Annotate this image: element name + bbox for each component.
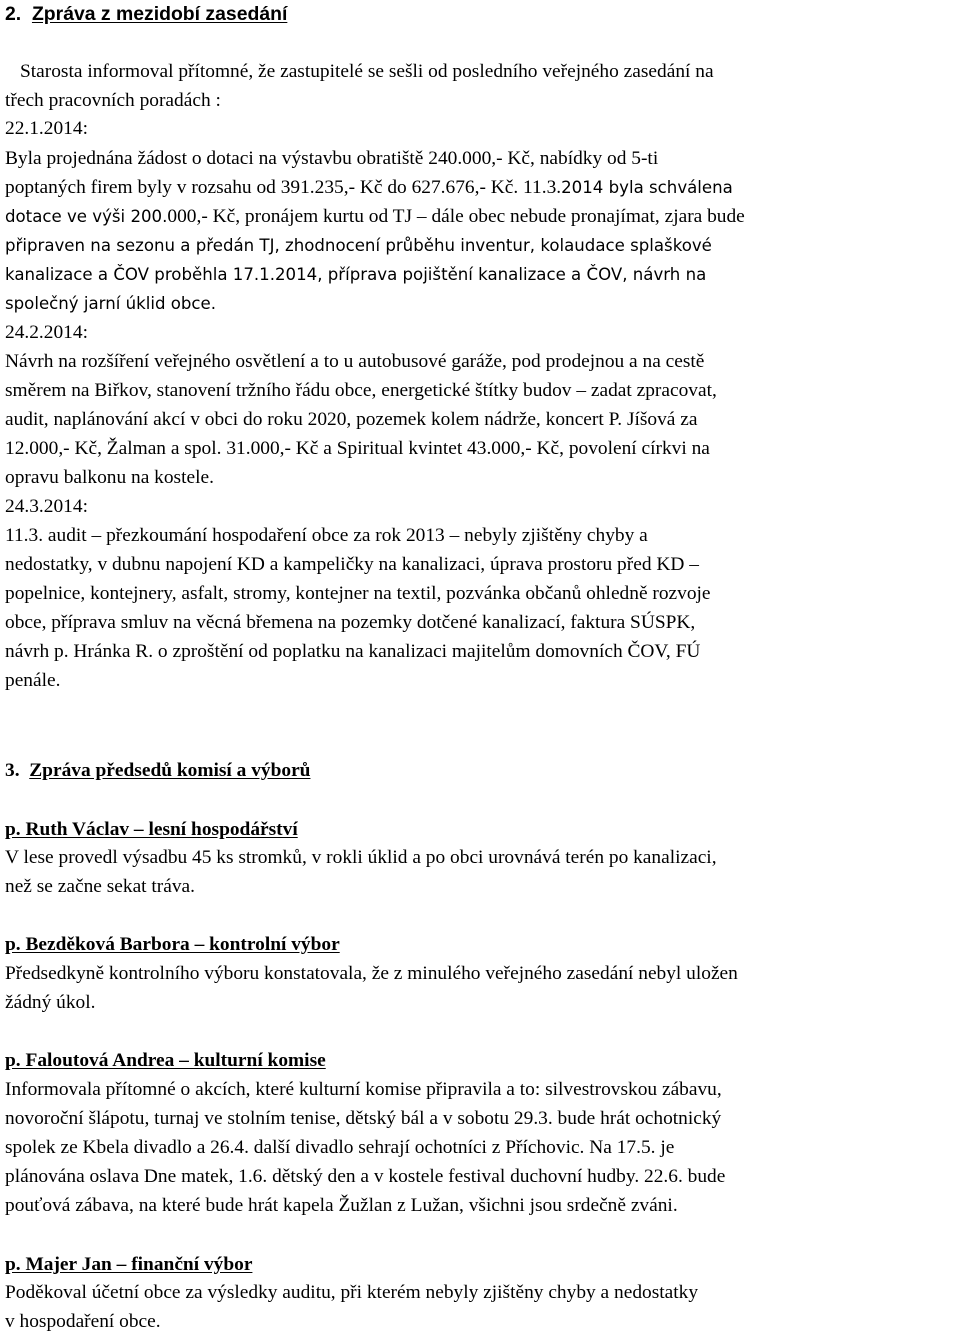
paragraph-3-line-5: návrh p. Hránka R. o zproštění od poplatku na kanalizaci majitelům domovních ČOV, FÚ (5, 641, 701, 662)
paragraph-1-line-2-serif: poptaných firem byly v rozsahu od 391.235,- Kč do 627.676,- Kč. 11.3. (5, 177, 562, 198)
intro-line-1: Starosta informoval přítomné, že zastupitelé se sešli od posledního veřejného zasedání na (20, 61, 714, 82)
ruth-line-2: než se začne sekat tráva. (5, 876, 196, 897)
paragraph-1-line-2-sans: 2014 byla schválena (561, 178, 733, 197)
section-2-heading (5, 0, 287, 29)
faloutova-line-4: plánována oslava Dne matek, 1.6. dětský den a v kostele festival duchovní hudby. 22.6. bude (5, 1166, 726, 1187)
majer-line-2: v hospodaření obce. (5, 1311, 161, 1332)
paragraph-1-line-5: kanalizace a ČOV proběhla 17.1.2014, příprava pojištění kanalizace a ČOV, návrh na (5, 265, 707, 284)
date-24-3-2014: 24.3.2014: (5, 496, 88, 517)
section-3-heading (5, 756, 310, 785)
section-3-number: 3. (5, 760, 20, 781)
paragraph-1-line-6: společný jarní úklid obce. (5, 294, 217, 313)
bezdekova-line-1: Předsedkyně kontrolního výboru konstatovala, že z minulého veřejného zasedání nebyl uložen (5, 963, 738, 984)
paragraph-1-line-1: Byla projednána žádost o dotaci na výstavbu obratiště 240.000,- Kč, nabídky od 5-ti (5, 148, 659, 169)
paragraph-1-line-3 (5, 202, 745, 231)
section-2-number: 2. (5, 3, 22, 25)
faloutova-line-2: novoroční šlápotu, turnaj ve stolním tenise, dětský bál a v sobotu 29.3. bude hrát ochotnický (5, 1108, 722, 1129)
paragraph-3-line-4: obce, příprava smluv na věcná břemena na pozemky dotčené kanalizací, faktura SÚSPK, (5, 612, 696, 633)
ruth-line-1: V lese provedl výsadbu 45 ks stromků, v rokli úklid a po obci urovnává terén po kanalizaci, (5, 847, 717, 868)
faloutova-heading: p. Faloutová Andrea – kulturní komise (5, 1050, 326, 1071)
majer-line-1: Poděkoval účetní obce za výsledky auditu, při kterém nebyly zjištěny chyby a nedostatky (5, 1282, 699, 1303)
faloutova-line-5: pouťová zábava, na které bude hrát kapela Žužlan z Lužan, všichni jsou srdečně zváni. (5, 1195, 678, 1216)
bezdekova-line-2: žádný úkol. (5, 992, 96, 1013)
paragraph-3-line-1: 11.3. audit – přezkoumání hospodaření obce za rok 2013 – nebyly zjištěny chyby a (5, 525, 648, 546)
paragraph-2-line-1: Návrh na rozšíření veřejného osvětlení a to u autobusové garáže, pod prodejnou a na cestě (5, 351, 705, 372)
date-24-2-2014: 24.2.2014: (5, 322, 88, 343)
paragraph-1-line-2 (5, 173, 733, 202)
paragraph-1-line-3-sans: dotace ve výši 200. (5, 207, 168, 226)
intro-line-2: třech pracovních poradách : (5, 90, 221, 111)
paragraph-3-line-3: popelnice, kontejnery, asfalt, stromy, kontejner na textil, pozvánka občanů ohledně rozvoje (5, 583, 711, 604)
paragraph-1-line-3-serif: 000,- Kč, pronájem kurtu od TJ – dále obec nebude pronajímat, zjara bude (167, 206, 745, 227)
majer-heading: p. Majer Jan – finanční výbor (5, 1254, 253, 1275)
section-2-title: Zpráva z mezidobí zasedání (31, 3, 288, 25)
paragraph-2-line-2: směrem na Biřkov, stanovení tržního řádu obce, energetické štítky budov – zadat zpracovat, (5, 380, 717, 401)
paragraph-2-line-4: 12.000,- Kč, Žalman a spol. 31.000,- Kč a Spiritual kvintet 43.000,- Kč, povolení církvi na (5, 438, 710, 459)
bezdekova-heading: p. Bezděková Barbora – kontrolní výbor (5, 934, 340, 955)
paragraph-2-line-5: opravu balkonu na kostele. (5, 467, 214, 488)
paragraph-1-line-4: připraven na sezonu a předán TJ, zhodnocení průběhu inventur, kolaudace splaškové (5, 236, 712, 255)
section-3-title: Zpráva předsedů komisí a výborů (29, 760, 311, 781)
paragraph-3-line-2: nedostatky, v dubnu napojení KD a kampeličky na kanalizaci, úprava prostoru před KD – (5, 554, 699, 575)
paragraph-3-line-6: penále. (5, 670, 61, 691)
faloutova-line-1: Informovala přítomné o akcích, které kulturní komise připravila a to: silvestrovskou zábavu, (5, 1079, 722, 1100)
ruth-heading: p. Ruth Václav – lesní hospodářství (5, 819, 298, 840)
date-22-1-2014: 22.1.2014: (5, 118, 88, 139)
paragraph-2-line-3: audit, naplánování akcí v obci do roku 2020, pozemek kolem nádrže, koncert P. Jíšová za (5, 409, 698, 430)
faloutova-line-3: spolek ze Kbela divadlo a 26.4. další divadlo sehrají ochotníci z Příchovic. Na 17.5. je (5, 1137, 675, 1158)
